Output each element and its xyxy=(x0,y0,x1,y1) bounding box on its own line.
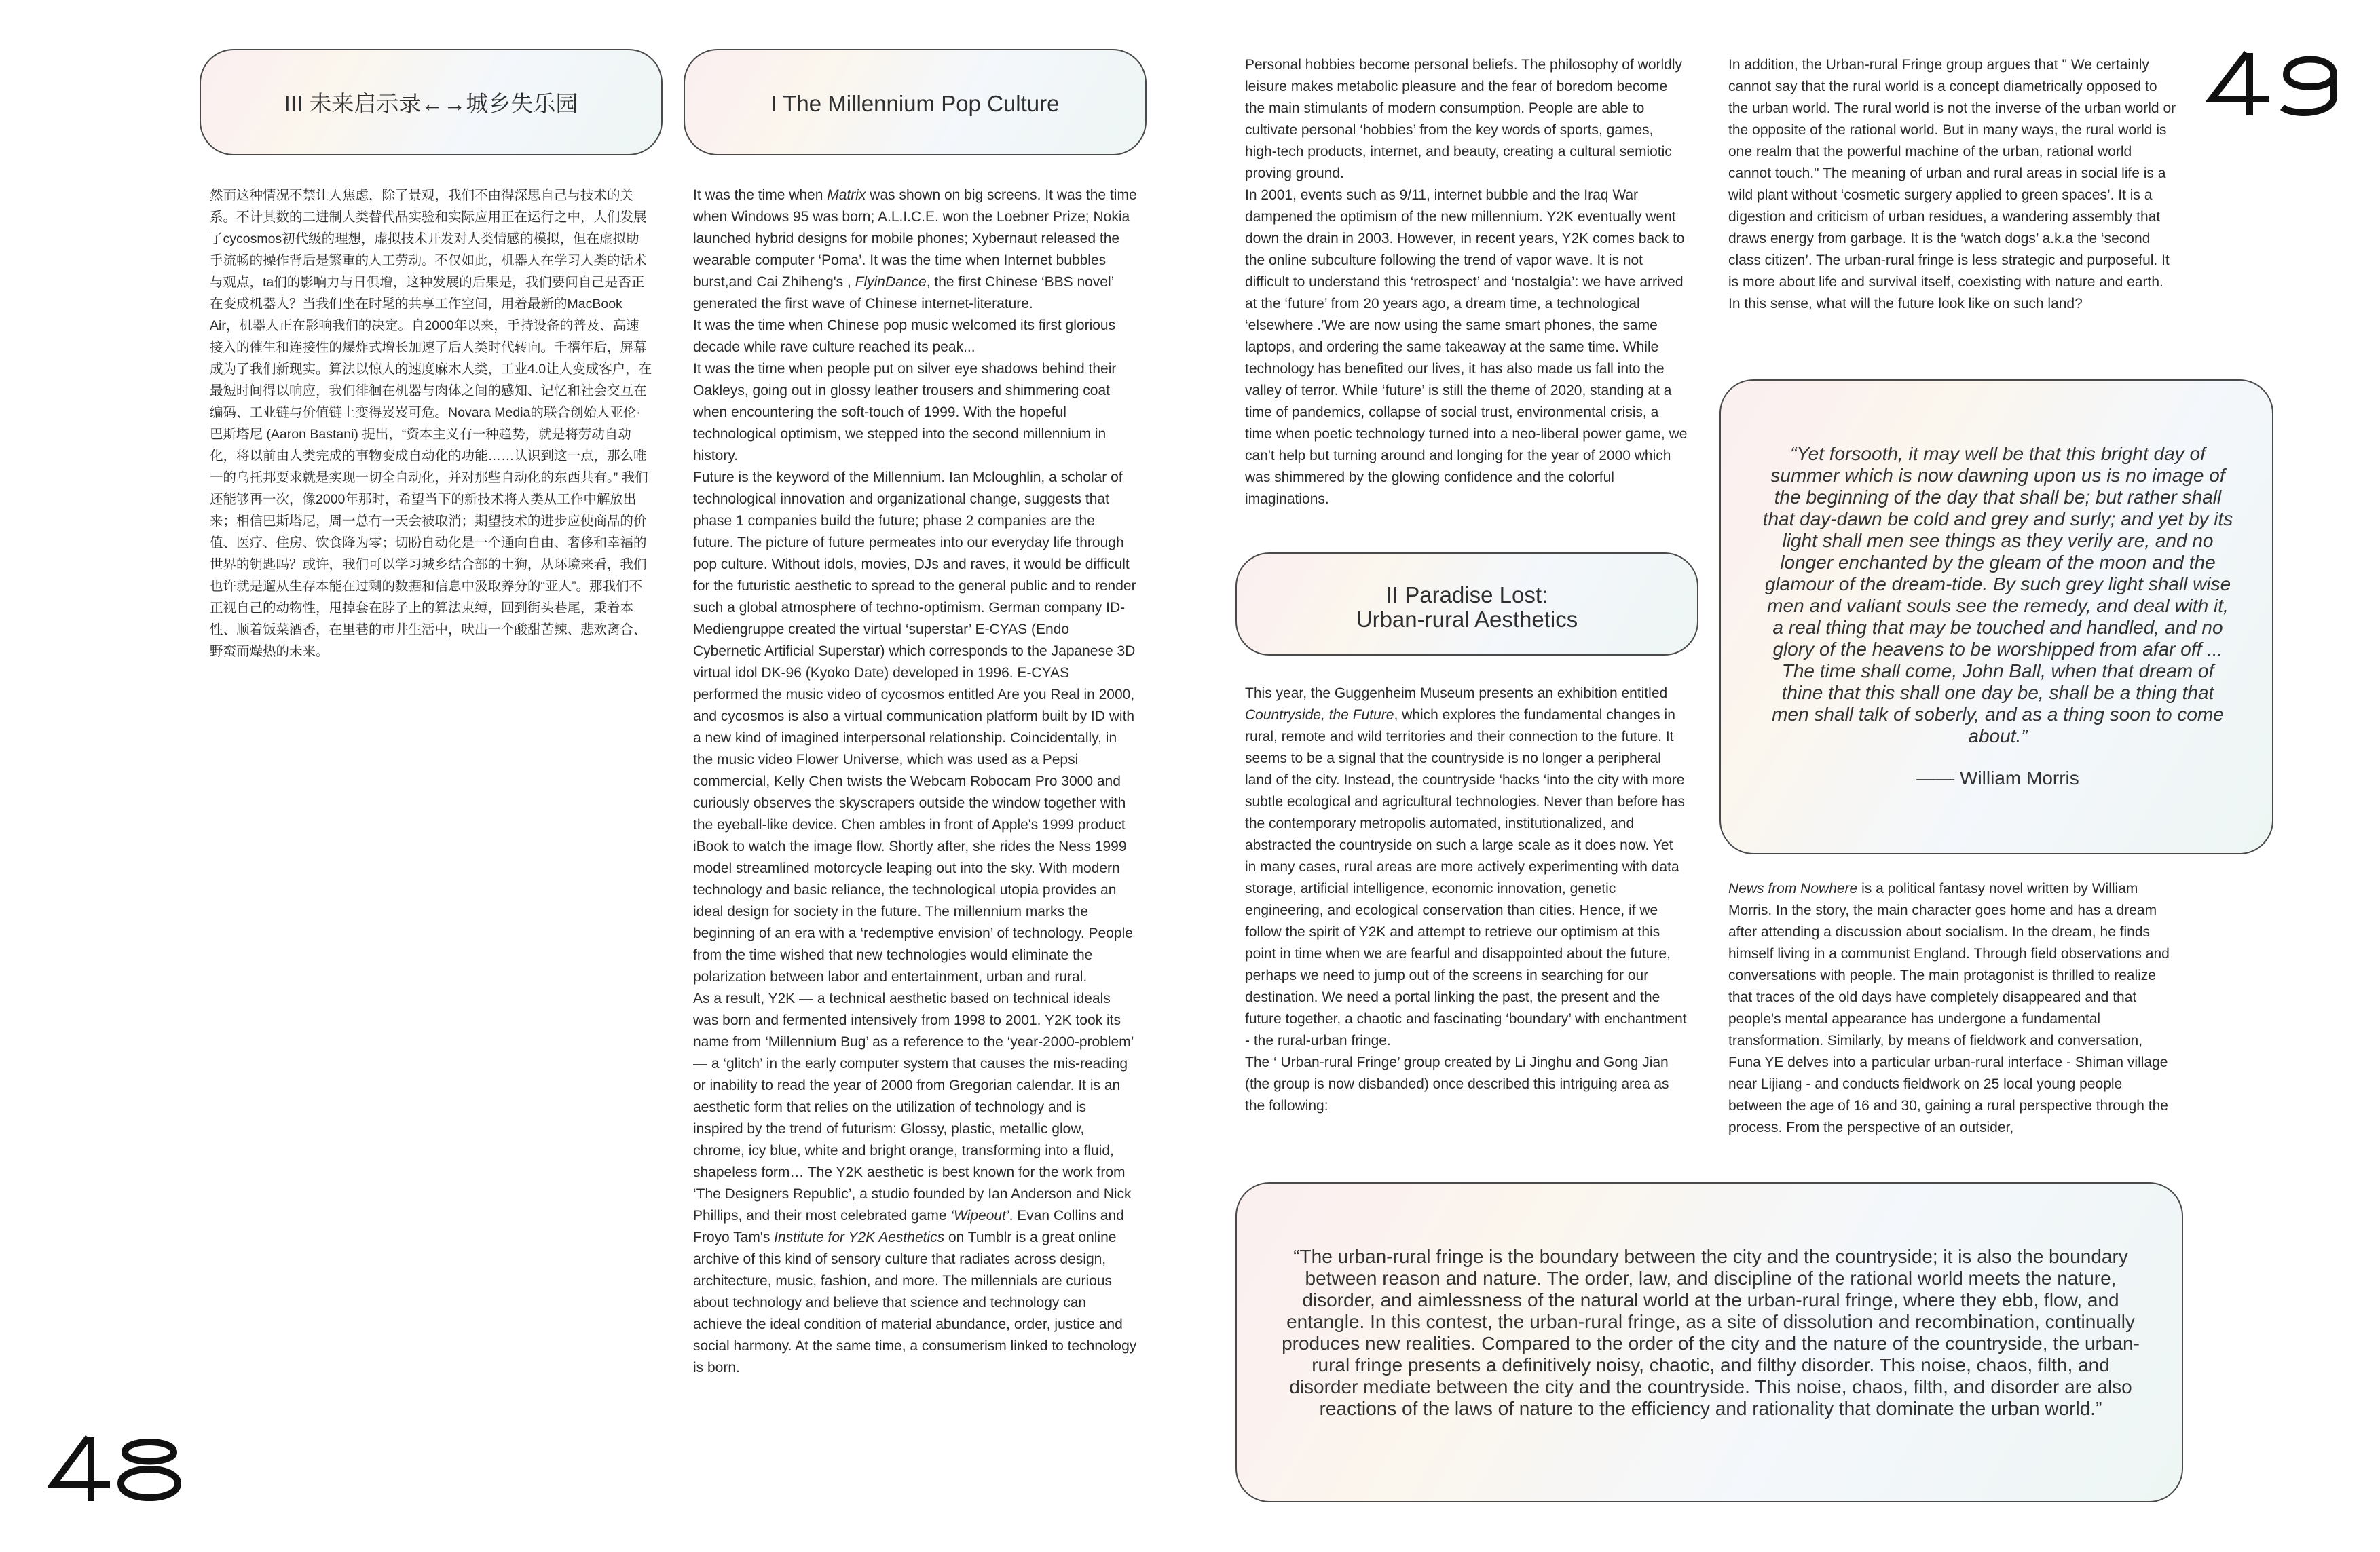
page-number-left xyxy=(48,1432,183,1509)
col3-top xyxy=(1245,54,1688,510)
col3-paragraph-1: Personal hobbies become personal beliefs. The philosophy of worldly leisure makes metabolic pleasure and the fear of boredom become the main stimulants of modern consumption. People are able to cultivate personal ‘hobbies’ from the key words of sports, games, high-tech products, internet, and beauty, creating a cultural semiotic proving ground. xyxy=(1245,57,1682,181)
chinese-column xyxy=(210,185,652,662)
page-number-right xyxy=(2206,49,2342,123)
fringe-quote-box xyxy=(1235,1182,2183,1502)
col2-paragraph-5: As a result, Y2K — a technical aesthetic based on technical ideals was born and fermented intensively from 1998 to 2001. Y2K took its name from ‘Millennium Bug’ as a reference to the ‘year-2000-problem’ — a ‘glitch’ in the early computer system that causes the mis-reading or inability to read the year of 2000 from Gregorian calendar. It is an aesthetic form that relies on the utilization of technology and is inspired by the trend of futurism: Glossy, plastic, metallic glow, chrome, icy blue, white and bright orange, transforming into a fluid, shapeless form… The Y2K aesthetic is best known for the work from ‘The Designers Republic’, a studio founded by Ian Anderson and Nick Phillips, and their most celebrated game ‘Wipeout’. Evan Collins and Froyo Tam's Institute for Y2K Aesthetics on Tumblr is a great online archive of this kind of sensory culture that radiates across design, architecture, music, fashion, and more. The millennials are curious about technology and believe that science and technology can achieve the ideal condition of material abundance, order, justice and social harmony. At the same time, a consumerism linked to technology is born. xyxy=(693,991,1137,1376)
col4-top xyxy=(1728,54,2178,315)
heading-box-millennium xyxy=(684,49,1147,155)
col3-paragraph-2: In 2001, events such as 9/11, internet bubble and the Iraq War dampened the optimism of the new millennium. Y2K eventually went down the drain in 2003. However, in recent years, Y2K comes back to the online subculture following the trend of vapor wave. It is not difficult to understand this ‘retrospect’ and ‘nostalgia’: we have arrived at the ‘future’ from 20 years ago, a dream time, a technological ‘elsewhere .’We are now using the same smart phones, the same laptops, and ordering the same takeaway at the same time. While technology has benefited our lives, it has also made us fall into the valley of terror. While ‘future’ is still the theme of 2020, standing at a time of pandemics, collapse of social trust, environmental crisis, a time when poetic technology turned into a neo-liberal power game, we can't help but turning around and longing for the year of 2000 which was shimmered by the glowing confidence and the colorful imaginations. xyxy=(1245,187,1688,507)
col4-paragraph-2: News from Nowhere is a political fantasy novel written by William Morris. In the story, the main character goes home and has a dream after attending a discussion about socialism. In the dream, he finds himself living in a communist England. Through field observations and conversations with people. The main protagonist is thrilled to realize that traces of the old days have completely disappeared and that people's mental appearance has undergone a fundamental transformation. Similarly, by means of fieldwork and conversation, Funa YE delves into a particular urban-rural interface - Shiman village near Lijiang - and conducts fieldwork on 25 local young people between the age of 16 and 30, gaining a rural perspective through the process. From the perspective of an outsider, xyxy=(1728,881,2170,1135)
section-heading-millennium: I The Millennium Pop Culture xyxy=(770,91,1060,116)
col3-bottom xyxy=(1245,683,1688,1117)
section-heading-paradise-line2: Urban-rural Aesthetics xyxy=(1356,607,1578,632)
section-heading-chinese: III 未来启示录←→城乡失乐园 xyxy=(284,91,578,116)
col4-paragraph-1: In addition, the Urban-rural Fringe group argues that " We certainly cannot say that the rural world is a concept diametrically opposed to the urban world. The rural world is not the inverse of the urban world or the opposite of the rational world. But in many ways, the rural world is one realm that the powerful machine of the urban, rational world cannot touch." The meaning of urban and rural areas in social life is a wild plant without ‘cosmetic surgery applied to green spaces’. It is a digestion and criticism of urban residues, a wandering assembly that draws energy from garbage. It is the ‘watch dogs’ a.k.a the ‘second class citizen’. The urban-rural fringe is less strategic and purposeful. It is more about life and survival itself, coexisting with nature and earth. In this sense, what will the future look like on such land? xyxy=(1728,57,2176,311)
morris-quote-box xyxy=(1719,379,2273,854)
col3-paragraph-4: The ‘ Urban-rural Fringe’ group created by Li Jinghu and Gong Jian (the group is now disbanded) once described this intriguing area as the following: xyxy=(1245,1055,1669,1114)
col2-paragraph-3: It was the time when people put on silver eye shadows behind their Oakleys, going out in glossy leather trousers and shimmering coat when encountering the soft-touch of 1999. With the hopeful technological optimism, we stepped into the second millennium in history. xyxy=(693,361,1117,463)
page-number-48-graphic xyxy=(48,1432,183,1507)
morris-quote-attribution: —— William Morris xyxy=(1916,768,2079,789)
col2-paragraph-1: It was the time when Matrix was shown on big screens. It was the time when Windows 95 was born; A.L.I.C.E. won the Loebner Prize; Nokia launched hybrid designs for mobile phones; Xybernaut released the wearable computer ‘Poma’. It was the time when Internet bubbles burst,and Cai Zhiheng's , FlyinDance, the first Chinese ‘BBS novel’ generated the first wave of Chinese internet-literature. xyxy=(693,187,1137,311)
section-heading-paradise-line1: II Paradise Lost: xyxy=(1386,582,1548,607)
heading-box-chinese xyxy=(200,49,663,155)
col2-paragraph-4: Future is the keyword of the Millennium. Ian Mcloughlin, a scholar of technological innovation and organizational change, suggests that phase 1 companies build the future; phase 2 companies are the future. The picture of future permeates into our everyday life through pop culture. Without idols, movies, DJs and raves, it would be difficult for the futuristic aesthetic to spread to the general public and to render such a global atmosphere of techno-optimism. German company ID-Mediengruppe created the virtual ‘superstar’ E-CYAS (Endo Cybernetic Artificial Superstar) which corresponds to the Japanese 3D virtual idol DK-96 (Kyoko Date) developed in 1996. E-CYAS performed the music video of cycosmos entitled Are you Real in 2000, and cycosmos is also a virtual communication platform built by ID with a new kind of imagined interpersonal relationship. Coincidentally, in the music video Flower Universe, which was used as a Pepsi commercial, Kelly Chen twists the Webcam Robocam Pro 3000 and curiously observes the skyscrapers outside the window together with the eyeball-like device. Chen ambles in front of Apple's 1999 product iBook to watch the image flow. Shortly after, she rides the Ness 1999 model streamlined motorcycle leaping out into the sky. With modern technology and basic reliance, the technological utopia provides an ideal design for society in the future. The millennium marks the beginning of an era with a ‘redemptive envision’ of technology. People from the time wished that new technologies would eliminate the polarization between labor and entertainment, urban and rural. xyxy=(693,470,1136,985)
col3-paragraph-3: This year, the Guggenheim Museum presents an exhibition entitled Countryside, the Future, which explores the fundamental changes in rural, remote and wild territories and their connection to the future. It seems to be a signal that the countryside is no longer a peripheral land of the city. Instead, the countryside ‘hacks ‘into the city with more subtle ecological and agricultural technologies. Never than before has the contemporary metropolis automated, institutionalized, and abstracted the countryside on such a large scale as it does now. Yet in many cases, rural areas are more actively experimenting with data storage, artificial intelligence, economic innovation, genetic engineering, and ecological conservation than cities. Hence, if we follow the spirit of Y2K and attempt to retrieve our optimism at this point in time when we are fearful and disappointed about the future, perhaps we need to jump out of the screens in searching for our destination. We need a portal linking the past, the present and the future together, a chaotic and fascinating ‘boundary’ with enchantment - the rural-urban fringe. xyxy=(1245,685,1687,1048)
morris-quote-text: “Yet forsooth, it may well be that this bright day of summer which is now dawning upon us is no image of the beginning of the day that shall be; but rather shall that day-dawn be cold and grey and surly; and yet by its light shall men see things as they verily are, and no longer enchanted by the gleam of the moon and the glamour of the dream-tide. By such grey light shall wise men and valiant souls see the remedy, and deal with it, a real thing that may be touched and handled, and no glory of the heavens to be worshipped from afar off ... The time shall come, John Ball, when that dream of thine that this shall one day be, shall be a thing that men shall talk of soberly, and as a thing soon to come about.” xyxy=(1762,443,2233,746)
heading-box-paradise xyxy=(1235,552,1698,656)
col2-paragraph-2: It was the time when Chinese pop music welcomed its first glorious decade while rave culture reached its peak... xyxy=(693,318,1116,355)
col4-bottom xyxy=(1728,878,2178,1139)
millennium-column xyxy=(693,185,1137,1379)
fringe-quote-text: “The urban-rural fringe is the boundary between the city and the countryside; it is also the boundary between reason and nature. The order, law, and discipline of the rational world meets the nature, disorder, and aimlessness of the natural world at the urban-rural fringe, where they ebb, flow, and entangle. In this contest, the urban-rural fringe, as a site of dissolution and recombination, continually produces new realities. Compared to the order of the city and the nature of the countryside, the urban-rural fringe presents a definitively noisy, chaotic, and filthy disorder. This noise, chaos, filth, and disorder mediate between the city and the countryside. This noise, chaos, filth, and disorder are also reactions of the laws of nature to the efficiency and rationality that dominate the urban world.” xyxy=(1282,1246,2140,1419)
page-number-49-graphic xyxy=(2206,49,2342,120)
chinese-paragraph: 然而这种情况不禁让人焦虑，除了景观，我们不由得深思自己与技术的关系。不计其数的二进制人类替代品实验和实际应用正在运行之中，人们发展了cycosmos初代级的理想，虚拟技术开发对人类情感的模拟，但在虚拟助手流畅的操作背后是繁重的人工劳动。不仅如此，机器人在学习人类的话术与观点，ta们的影响力与日俱增，这种发展的后果是，我们要问自己是否正在变成机器人？当我们坐在时髦的共享工作空间，用着最新的MacBook Air，机器人正在影响我们的决定。自2000年以来，手持设备的普及、高速接入的催生和连接性的爆炸式增长加速了后人类时代转向。千禧年后，屏幕成为了我们新现实。算法以惊人的速度麻木人类，工业4.0让人变成客户，在最短时间得以响应，我们徘徊在机器与肉体之间的感知、记忆和社会交互在编码、工业链与价值链上变得岌岌可危。Novara Media的联合创始人亚伦·巴斯塔尼 (Aaron Bastani) 提出，“资本主义有一种趋势，就是将劳动自动化，将以前由人类完成的事物变成自动化的功能……认识到这一点，那么唯一的乌托邦要求就是实现一切全自动化，并对那些自动化的东西共有。” 我们还能够再一次，像2000年那时，希望当下的新技术将人类从工作中解放出来；相信巴斯塔尼，周一总有一天会被取消；期望技术的进步应使商品的价值、医疗、住房、饮食降为零；切盼自动化是一个通向自由、奢侈和幸福的世界的钥匙吗？或许，我们可以学习城乡结合部的土狗，从环境来看，我们也许就是遛从生存本能在过剩的数据和信息中汲取养分的“亚人”。那我们不正视自己的动物性，甩掉套在脖子上的算法束缚，回到街头巷尾，秉着本性、顺着饭菜酒香，在里巷的市井生活中，吠出一个酸甜苦辣、悲欢离合、野蛮而燥热的未来。 xyxy=(210,188,652,659)
